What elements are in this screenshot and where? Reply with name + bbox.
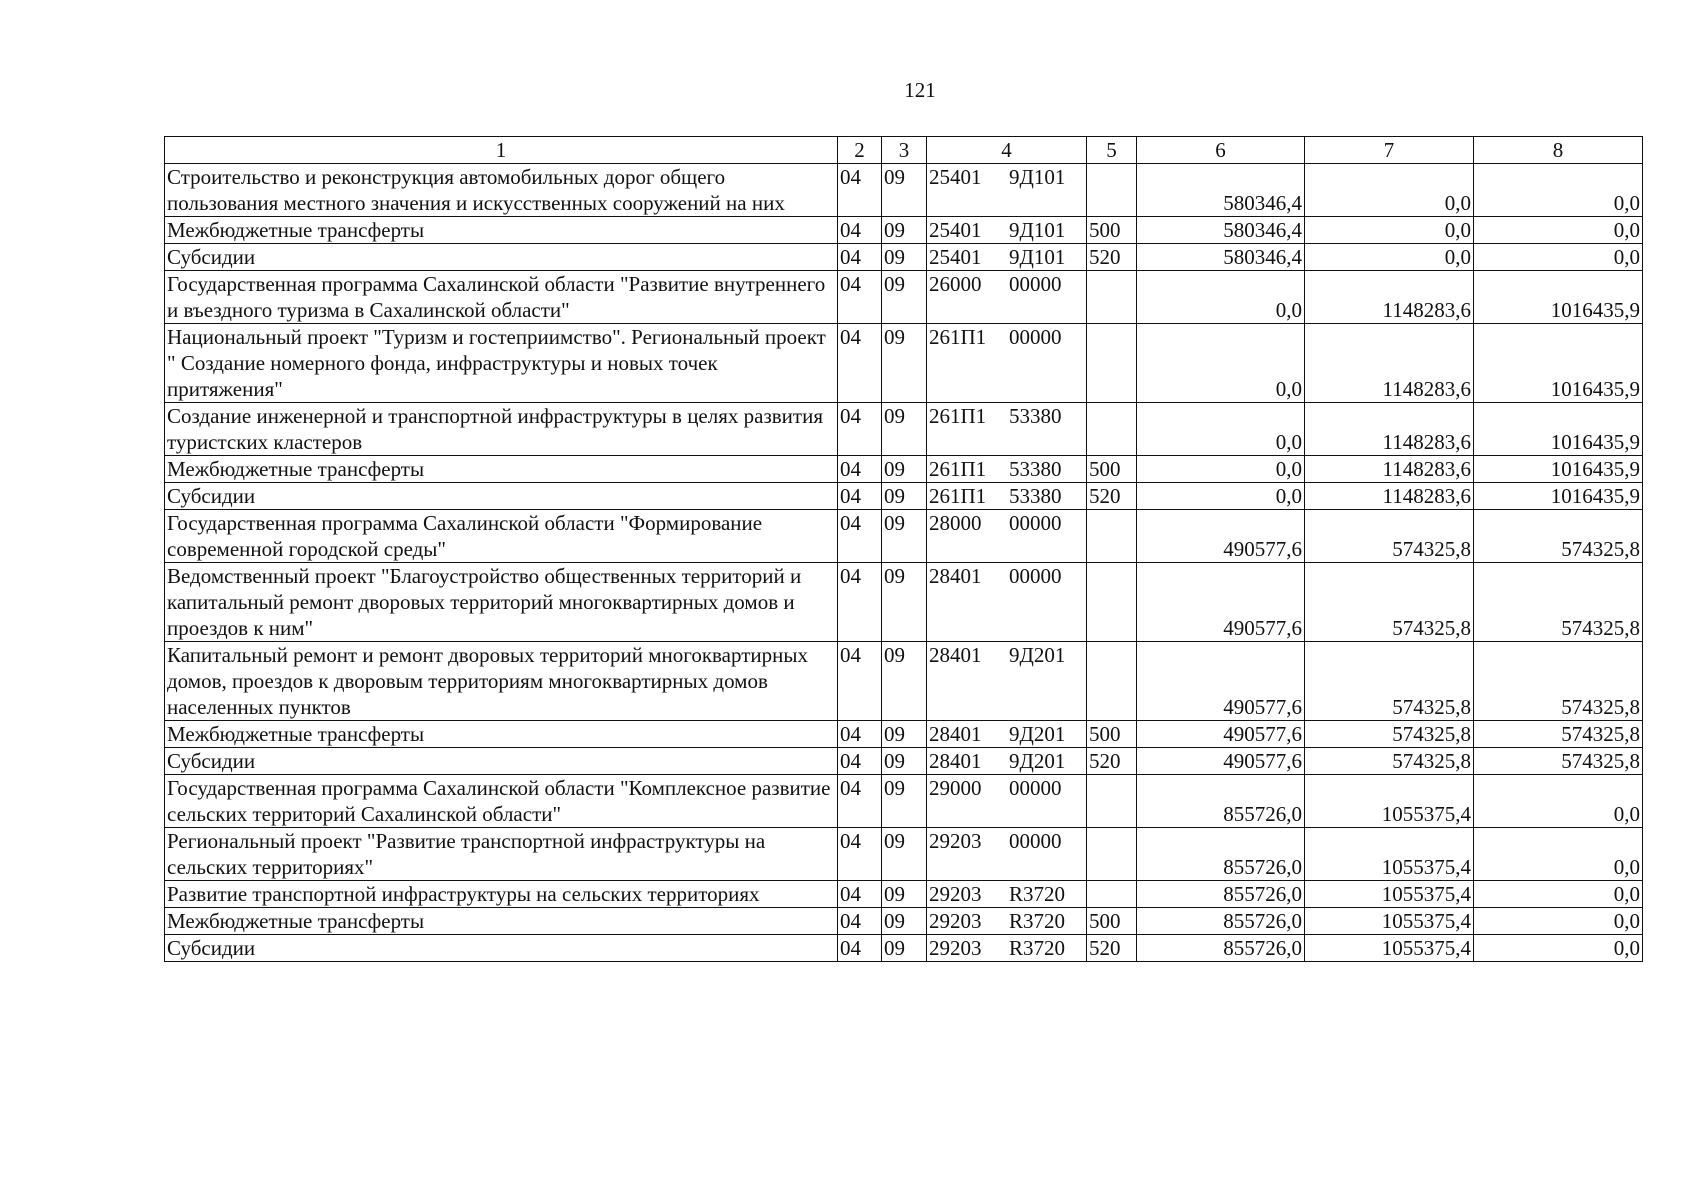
- program-code: 25401: [929, 218, 982, 242]
- header-cell: 1: [165, 137, 838, 164]
- amount-col6-cell: 0,0: [1137, 403, 1305, 456]
- amount-col6-cell: 0,0: [1137, 483, 1305, 510]
- amount-col7-cell: 1148283,6: [1305, 483, 1474, 510]
- target-article-cell: [927, 775, 1087, 828]
- table-row: [165, 244, 1643, 271]
- program-code: 28401: [929, 564, 982, 588]
- section-code-cell: 04: [838, 324, 882, 403]
- target-article-cell: [927, 217, 1087, 244]
- direction-code: 00000: [1009, 272, 1062, 296]
- section-code-cell: 04: [838, 217, 882, 244]
- expense-type-cell: 500: [1087, 908, 1137, 935]
- expense-type-cell: 500: [1087, 217, 1137, 244]
- table-row: [165, 935, 1643, 962]
- table-row: [165, 164, 1643, 217]
- target-article-cell: [927, 881, 1087, 908]
- amount-col8-cell: 574325,8: [1474, 563, 1643, 642]
- direction-code: 53380: [1009, 484, 1062, 508]
- section-code-cell: 04: [838, 642, 882, 721]
- row-name-cell: Государственная программа Сахалинской области "Комплексное развитие сельских территорий Сахалинской области": [165, 775, 838, 828]
- row-name-cell: Создание инженерной и транспортной инфраструктуры в целях развития туристских кластеров: [165, 403, 838, 456]
- expense-type-cell: 520: [1087, 748, 1137, 775]
- amount-col8-cell: 1016435,9: [1474, 456, 1643, 483]
- expense-type-cell: 520: [1087, 244, 1137, 271]
- direction-code: 53380: [1009, 457, 1062, 481]
- target-article-cell: [927, 483, 1087, 510]
- header-cell: 3: [882, 137, 927, 164]
- header-cell: 8: [1474, 137, 1643, 164]
- section-code-cell: 04: [838, 164, 882, 217]
- amount-col6-cell: 490577,6: [1137, 510, 1305, 563]
- table-row: [165, 563, 1643, 642]
- row-name-cell: Межбюджетные трансферты: [165, 217, 838, 244]
- amount-col7-cell: 0,0: [1305, 217, 1474, 244]
- expense-type-cell: [1087, 510, 1137, 563]
- program-code: 261П1: [929, 457, 987, 481]
- subsection-code-cell: 09: [882, 456, 927, 483]
- amount-col7-cell: 574325,8: [1305, 563, 1474, 642]
- expense-type-cell: [1087, 642, 1137, 721]
- subsection-code-cell: 09: [882, 775, 927, 828]
- table-row: [165, 217, 1643, 244]
- amount-col8-cell: 0,0: [1474, 244, 1643, 271]
- table-row: [165, 483, 1643, 510]
- table-row: [165, 271, 1643, 324]
- target-article-cell: [927, 828, 1087, 881]
- row-name-cell: Региональный проект "Развитие транспортной инфраструктуры на сельских территориях": [165, 828, 838, 881]
- expense-type-cell: [1087, 828, 1137, 881]
- amount-col8-cell: 574325,8: [1474, 721, 1643, 748]
- amount-col7-cell: 574325,8: [1305, 642, 1474, 721]
- amount-col7-cell: 1148283,6: [1305, 271, 1474, 324]
- program-code: 29203: [929, 829, 982, 853]
- row-name-cell: Субсидии: [165, 244, 838, 271]
- amount-col8-cell: 1016435,9: [1474, 483, 1643, 510]
- table-row: [165, 748, 1643, 775]
- target-article-cell: [927, 748, 1087, 775]
- amount-col8-cell: 574325,8: [1474, 510, 1643, 563]
- subsection-code-cell: 09: [882, 244, 927, 271]
- target-article-cell: [927, 935, 1087, 962]
- table-row: [165, 510, 1643, 563]
- page-number: 121: [904, 78, 936, 102]
- amount-col6-cell: 580346,4: [1137, 217, 1305, 244]
- amount-col6-cell: 580346,4: [1137, 244, 1305, 271]
- section-code-cell: 04: [838, 748, 882, 775]
- subsection-code-cell: 09: [882, 563, 927, 642]
- target-article-cell: [927, 271, 1087, 324]
- amount-col7-cell: 574325,8: [1305, 721, 1474, 748]
- table-row: [165, 908, 1643, 935]
- direction-code: 9Д101: [1009, 218, 1066, 242]
- program-code: 261П1: [929, 404, 987, 428]
- table-row: [165, 642, 1643, 721]
- program-code: 29203: [929, 936, 982, 960]
- amount-col8-cell: 0,0: [1474, 935, 1643, 962]
- section-code-cell: 04: [838, 775, 882, 828]
- target-article-cell: [927, 164, 1087, 217]
- subsection-code-cell: 09: [882, 324, 927, 403]
- row-name-cell: Строительство и реконструкция автомобильных дорог общего пользования местного значения и искусственных сооружений на них: [165, 164, 838, 217]
- program-code: 261П1: [929, 484, 987, 508]
- target-article-cell: [927, 403, 1087, 456]
- direction-code: 00000: [1009, 511, 1062, 535]
- direction-code: 00000: [1009, 564, 1062, 588]
- row-name-cell: Межбюджетные трансферты: [165, 456, 838, 483]
- table-row: [165, 828, 1643, 881]
- program-code: 28401: [929, 749, 982, 773]
- section-code-cell: 04: [838, 510, 882, 563]
- amount-col6-cell: 0,0: [1137, 271, 1305, 324]
- amount-col8-cell: 0,0: [1474, 881, 1643, 908]
- program-code: 28401: [929, 643, 982, 667]
- program-code: 29203: [929, 909, 982, 933]
- subsection-code-cell: 09: [882, 881, 927, 908]
- section-code-cell: 04: [838, 828, 882, 881]
- expense-type-cell: [1087, 403, 1137, 456]
- amount-col8-cell: 0,0: [1474, 908, 1643, 935]
- table-row: [165, 775, 1643, 828]
- target-article-cell: [927, 456, 1087, 483]
- row-name-cell: Субсидии: [165, 483, 838, 510]
- amount-col6-cell: 855726,0: [1137, 935, 1305, 962]
- subsection-code-cell: 09: [882, 908, 927, 935]
- direction-code: 53380: [1009, 404, 1062, 428]
- amount-col7-cell: 1148283,6: [1305, 456, 1474, 483]
- table-header-row: [165, 137, 1643, 164]
- subsection-code-cell: 09: [882, 217, 927, 244]
- program-code: 25401: [929, 245, 982, 269]
- target-article-cell: [927, 563, 1087, 642]
- row-name-cell: Субсидии: [165, 935, 838, 962]
- header-cell: 6: [1137, 137, 1305, 164]
- amount-col7-cell: 0,0: [1305, 164, 1474, 217]
- direction-code: 00000: [1009, 829, 1062, 853]
- amount-col8-cell: 574325,8: [1474, 748, 1643, 775]
- amount-col6-cell: 490577,6: [1137, 748, 1305, 775]
- row-name-cell: Развитие транспортной инфраструктуры на сельских территориях: [165, 881, 838, 908]
- amount-col8-cell: 1016435,9: [1474, 403, 1643, 456]
- amount-col6-cell: 0,0: [1137, 324, 1305, 403]
- section-code-cell: 04: [838, 271, 882, 324]
- direction-code: 9Д101: [1009, 245, 1066, 269]
- section-code-cell: 04: [838, 403, 882, 456]
- section-code-cell: 04: [838, 908, 882, 935]
- expense-type-cell: [1087, 563, 1137, 642]
- program-code: 26000: [929, 272, 982, 296]
- direction-code: 9Д201: [1009, 643, 1066, 667]
- section-code-cell: 04: [838, 721, 882, 748]
- amount-col7-cell: 0,0: [1305, 244, 1474, 271]
- row-name-cell: Государственная программа Сахалинской области "Формирование современной городской среды": [165, 510, 838, 563]
- amount-col6-cell: 580346,4: [1137, 164, 1305, 217]
- direction-code: 9Д201: [1009, 722, 1066, 746]
- direction-code: R3720: [1009, 909, 1066, 933]
- header-cell: 5: [1087, 137, 1137, 164]
- target-article-cell: [927, 721, 1087, 748]
- subsection-code-cell: 09: [882, 935, 927, 962]
- table-row: [165, 456, 1643, 483]
- target-article-cell: [927, 324, 1087, 403]
- amount-col7-cell: 574325,8: [1305, 510, 1474, 563]
- direction-code: 00000: [1009, 776, 1062, 800]
- subsection-code-cell: 09: [882, 271, 927, 324]
- amount-col6-cell: 0,0: [1137, 456, 1305, 483]
- expense-type-cell: 500: [1087, 456, 1137, 483]
- table-row: [165, 721, 1643, 748]
- amount-col6-cell: 855726,0: [1137, 775, 1305, 828]
- amount-col7-cell: 1055375,4: [1305, 908, 1474, 935]
- row-name-cell: Государственная программа Сахалинской области "Развитие внутреннего и въездного туризма в Сахалинской области": [165, 271, 838, 324]
- expense-type-cell: [1087, 271, 1137, 324]
- program-code: 28000: [929, 511, 982, 535]
- direction-code: R3720: [1009, 936, 1066, 960]
- amount-col6-cell: 490577,6: [1137, 721, 1305, 748]
- table-row: [165, 881, 1643, 908]
- subsection-code-cell: 09: [882, 403, 927, 456]
- row-name-cell: Ведомственный проект "Благоустройство общественных территорий и капитальный ремонт дворовых территорий многоквартирных домов и проездов к ним": [165, 563, 838, 642]
- expense-type-cell: [1087, 324, 1137, 403]
- table-row: [165, 324, 1643, 403]
- amount-col7-cell: 1148283,6: [1305, 403, 1474, 456]
- amount-col7-cell: 1148283,6: [1305, 324, 1474, 403]
- budget-table: [164, 136, 1643, 962]
- expense-type-cell: [1087, 881, 1137, 908]
- section-code-cell: 04: [838, 563, 882, 642]
- row-name-cell: Национальный проект "Туризм и гостеприимство". Региональный проект " Создание номерного фонда, инфраструктуры и новых точек притяжения": [165, 324, 838, 403]
- program-code: 25401: [929, 165, 982, 189]
- row-name-cell: Межбюджетные трансферты: [165, 908, 838, 935]
- section-code-cell: 04: [838, 881, 882, 908]
- amount-col6-cell: 855726,0: [1137, 908, 1305, 935]
- amount-col8-cell: 574325,8: [1474, 642, 1643, 721]
- expense-type-cell: [1087, 164, 1137, 217]
- program-code: 29000: [929, 776, 982, 800]
- section-code-cell: 04: [838, 935, 882, 962]
- subsection-code-cell: 09: [882, 483, 927, 510]
- expense-type-cell: 520: [1087, 483, 1137, 510]
- target-article-cell: [927, 642, 1087, 721]
- amount-col8-cell: 0,0: [1474, 164, 1643, 217]
- program-code: 28401: [929, 722, 982, 746]
- subsection-code-cell: 09: [882, 721, 927, 748]
- program-code: 261П1: [929, 325, 987, 349]
- amount-col7-cell: 1055375,4: [1305, 775, 1474, 828]
- subsection-code-cell: 09: [882, 748, 927, 775]
- direction-code: 00000: [1009, 325, 1062, 349]
- amount-col8-cell: 1016435,9: [1474, 324, 1643, 403]
- amount-col7-cell: 1055375,4: [1305, 935, 1474, 962]
- amount-col8-cell: 1016435,9: [1474, 271, 1643, 324]
- direction-code: R3720: [1009, 882, 1066, 906]
- target-article-cell: [927, 244, 1087, 271]
- program-code: 29203: [929, 882, 982, 906]
- amount-col6-cell: 855726,0: [1137, 828, 1305, 881]
- subsection-code-cell: 09: [882, 642, 927, 721]
- amount-col6-cell: 490577,6: [1137, 642, 1305, 721]
- header-cell: 4: [927, 137, 1087, 164]
- section-code-cell: 04: [838, 483, 882, 510]
- header-cell: 7: [1305, 137, 1474, 164]
- amount-col6-cell: 855726,0: [1137, 881, 1305, 908]
- header-cell: 2: [838, 137, 882, 164]
- row-name-cell: Межбюджетные трансферты: [165, 721, 838, 748]
- expense-type-cell: [1087, 775, 1137, 828]
- subsection-code-cell: 09: [882, 828, 927, 881]
- table-row: [165, 403, 1643, 456]
- amount-col8-cell: 0,0: [1474, 217, 1643, 244]
- row-name-cell: Субсидии: [165, 748, 838, 775]
- direction-code: 9Д101: [1009, 165, 1066, 189]
- target-article-cell: [927, 510, 1087, 563]
- amount-col8-cell: 0,0: [1474, 828, 1643, 881]
- section-code-cell: 04: [838, 244, 882, 271]
- subsection-code-cell: 09: [882, 510, 927, 563]
- amount-col8-cell: 0,0: [1474, 775, 1643, 828]
- direction-code: 9Д201: [1009, 749, 1066, 773]
- amount-col7-cell: 1055375,4: [1305, 881, 1474, 908]
- amount-col7-cell: 1055375,4: [1305, 828, 1474, 881]
- target-article-cell: [927, 908, 1087, 935]
- row-name-cell: Капитальный ремонт и ремонт дворовых территорий многоквартирных домов, проездов к дворовым территориям многоквартирных домов населенных пунктов: [165, 642, 838, 721]
- amount-col6-cell: 490577,6: [1137, 563, 1305, 642]
- expense-type-cell: 500: [1087, 721, 1137, 748]
- section-code-cell: 04: [838, 456, 882, 483]
- subsection-code-cell: 09: [882, 164, 927, 217]
- expense-type-cell: 520: [1087, 935, 1137, 962]
- amount-col7-cell: 574325,8: [1305, 748, 1474, 775]
